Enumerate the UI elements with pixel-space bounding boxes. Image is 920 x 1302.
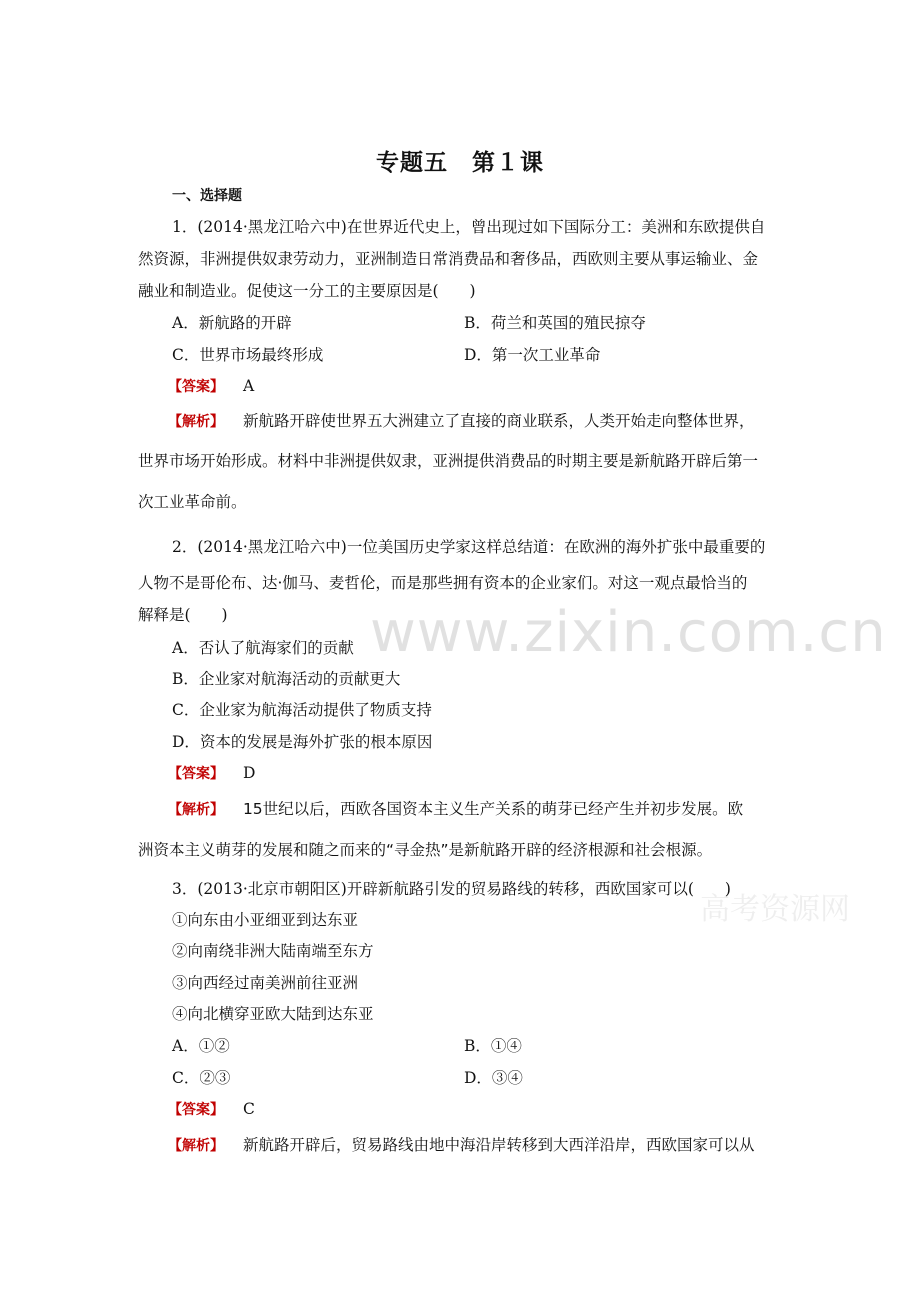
q1-option-b: B．荷兰和英国的殖民掠夺 [464,314,646,332]
q1-option-c: C．世界市场最终形成 [172,346,324,364]
q1-answer-row [168,376,254,397]
q3-option-a: A．①② [172,1037,230,1055]
q2-explanation-line2: 洲资本主义萌芽的发展和随之而来的“寻金热”是新航路开辟的经济根源和社会根源。 [138,841,713,859]
q1-explanation-line3: 次工业革命前。 [138,493,247,511]
explanation-tag: 【解析】 [168,414,224,430]
q3-option-b: B．①④ [464,1037,522,1055]
q3-answer: C [242,1100,255,1118]
q1-stem-line2: 然资源，非洲提供奴隶劳动力，亚洲制造日常消费品和奢侈品，西欧则主要从事运输业、金 [138,250,759,268]
q3-answer-row [168,1099,255,1120]
q2-explanation-row [168,799,743,820]
q3-item-3: ③向西经过南美洲前往亚洲 [172,974,359,992]
q2-answer-row [168,763,255,784]
explanation-tag: 【解析】 [168,1138,224,1154]
explanation-tag: 【解析】 [168,802,224,818]
q1-stem-line1: 1．(2014·黑龙江哈六中)在世界近代史上，曾出现过如下国际分工：美洲和东欧提供自 [172,218,766,236]
q3-explanation-row [168,1135,754,1156]
q1-answer: A [242,377,255,395]
q2-stem-line3: 解释是( ) [138,606,228,624]
q2-option-c: C．企业家为航海活动提供了物质支持 [172,701,432,719]
q2-explanation-line1: 15世纪以后，西欧各国资本主义生产关系的萌芽已经产生并初步发展。欧 [242,800,744,818]
q2-stem-line1: 2．(2014·黑龙江哈六中)一位美国历史学家这样总结道：在欧洲的海外扩张中最重要的 [172,538,766,556]
q1-explanation-row [168,411,754,432]
q3-item-4: ④向北横穿亚欧大陆到达东亚 [172,1005,374,1023]
q3-stem-line1: 3．(2013·北京市朝阳区)开辟新航路引发的贸易路线的转移，西欧国家可以( ) [172,880,731,898]
answer-tag: 【答案】 [168,766,224,782]
q3-item-1: ①向东由小亚细亚到达东亚 [172,911,359,929]
q2-option-d: D．资本的发展是海外扩张的根本原因 [172,733,433,751]
q1-explanation-line1: 新航路开辟使世界五大洲建立了直接的商业联系，人类开始走向整体世界， [242,412,755,430]
q1-option-a: A．新航路的开辟 [172,314,292,332]
q3-item-2: ②向南绕非洲大陆南端至东方 [172,942,374,960]
answer-tag: 【答案】 [168,1102,224,1118]
page-title: 专题五 第１课 [376,150,544,176]
q2-option-b: B．企业家对航海活动的贡献更大 [172,670,401,688]
q3-option-c: C．②③ [172,1069,231,1087]
answer-tag: 【答案】 [168,379,224,395]
q2-stem-line2: 人物不是哥伦布、达·伽马、麦哲伦，而是那些拥有资本的企业家们。对这一观点最恰当的 [138,574,748,592]
q3-explanation-line1: 新航路开辟后，贸易路线由地中海沿岸转移到大西洋沿岸，西欧国家可以从 [242,1136,755,1154]
q2-answer: D [242,764,256,782]
site-watermark: www.zixin.com.cn [370,600,887,665]
faint-watermark: 高考资源网 [700,892,850,927]
q3-option-d: D．③④ [464,1069,523,1087]
q1-option-d: D．第一次工业革命 [464,346,601,364]
q2-option-a: A．否认了航海家们的贡献 [172,639,354,657]
q1-stem-line3: 融业和制造业。促使这一分工的主要原因是( ) [138,282,476,300]
q1-explanation-line2: 世界市场开始形成。材料中非洲提供奴隶，亚洲提供消费品的时期主要是新航路开辟后第一 [138,452,759,470]
section-heading: 一、选择题 [172,188,242,204]
